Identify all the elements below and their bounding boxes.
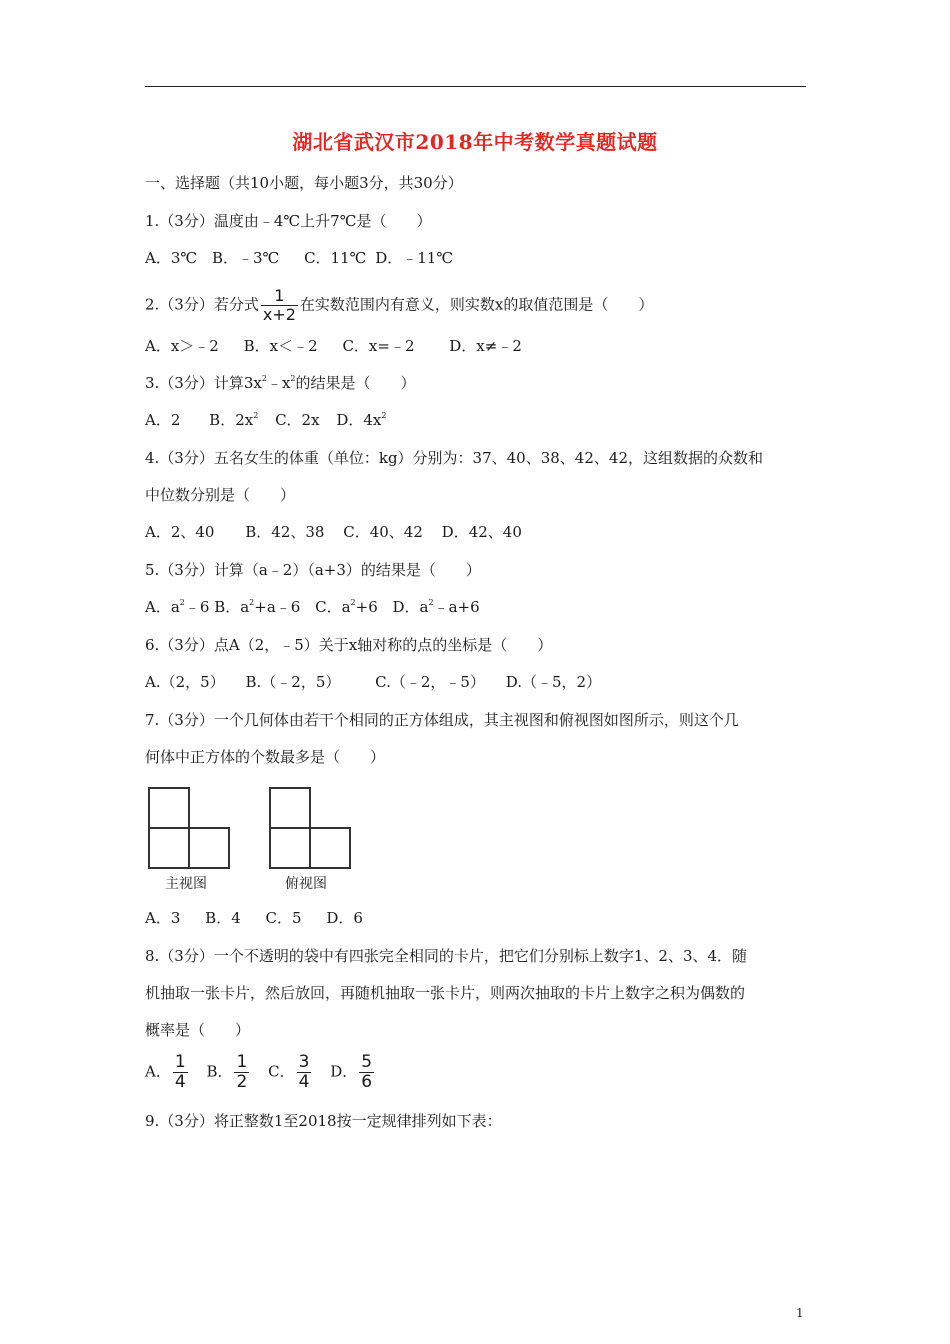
cube-square <box>149 828 189 868</box>
fraction: $\frac{1}{x+2}$ <box>262 286 296 324</box>
option-a: A．2、40 <box>145 523 215 541</box>
option-b: B．$2x^2$ <box>209 411 259 429</box>
option-c: C．40、42 <box>343 523 423 541</box>
option-c: C．$a^2+6$ <box>315 598 378 616</box>
cube-square <box>149 788 189 828</box>
option-d: D．6 <box>326 909 363 927</box>
option-a: A．2 <box>145 411 181 429</box>
option-a: A．x＞﹣2 <box>145 337 219 355</box>
option-a: A．3℃ <box>145 249 198 267</box>
cube-square <box>310 828 350 868</box>
cube-square <box>270 788 310 828</box>
section-heading: 一、选择题（共10小题，每小题3分，共30分） <box>145 174 463 192</box>
header-rule <box>145 86 806 87</box>
question-7-options <box>145 908 363 928</box>
option-b: B．x＜﹣2 <box>243 337 318 355</box>
question-7-line-1: 7.（3分）一个几何体由若干个相同的正方体组成，其主视图和俯视图如图所示，则这个几 <box>145 711 739 729</box>
option-b: B．4 <box>205 909 241 927</box>
page-title: 湖北省武汉市2018年中考数学真题试题 <box>292 130 658 154</box>
option-d: D.（﹣5，2） <box>505 673 602 691</box>
option-a: A． $\frac{1}{4}$ <box>145 1052 186 1092</box>
question-4-line-2: 中位数分别是（ ） <box>145 486 296 504</box>
question-9-stem: 9.（3分）将正整数1至2018按一定规律排列如下表： <box>145 1112 502 1130</box>
option-d: D． $\frac{5}{6}$ <box>330 1052 373 1092</box>
option-b: B．﹣3℃ <box>211 249 280 267</box>
option-c: C．x=﹣2 <box>342 337 415 355</box>
question-5-stem: 5.（3分）计算（a﹣2）（a+3）的结果是（ ） <box>145 561 481 579</box>
option-d: D．﹣11℃ <box>375 249 454 267</box>
page-number: 1 <box>796 1306 804 1320</box>
question-8-line-1: 8.（3分）一个不透明的袋中有四张完全相同的卡片，把它们分别标上数字1、2、3、4．随 <box>145 947 748 965</box>
question-3-options <box>145 410 386 430</box>
question-3-stem: 3.（3分）计算$3x^2﹣x^2$的结果是（ ） <box>145 374 416 392</box>
question-4-options <box>145 522 522 542</box>
question-2-stem: 2.（3分）若分式 $\frac{1}{x+2}$ 在实数范围内有意义，则实数x的取值范围是（ ） <box>145 286 654 324</box>
top-view-label: 俯视图 <box>285 876 327 892</box>
question-8-options <box>145 1054 376 1091</box>
question-5-options <box>145 597 480 617</box>
option-b: B．$a^2+a﹣6$ <box>214 598 301 616</box>
option-d: D．42、40 <box>441 523 522 541</box>
question-2-options <box>145 336 522 356</box>
option-c: C． $\frac{3}{4}$ <box>268 1052 310 1092</box>
option-b: B．42、38 <box>245 523 325 541</box>
question-4-line-1: 4.（3分）五名女生的体重（单位：kg）分别为：37、40、38、42、42，这组数据的众数和 <box>145 449 763 467</box>
top-view-figure <box>266 784 358 872</box>
option-c: C.（﹣2，﹣5） <box>375 673 485 691</box>
option-b: B.（﹣2，5） <box>245 673 341 691</box>
question-8-line-3: 概率是（ ） <box>145 1021 251 1039</box>
option-c: C．2x <box>275 411 320 429</box>
option-d: D．$a^2﹣a+6$ <box>392 598 480 616</box>
option-d: D．x≠﹣2 <box>449 337 522 355</box>
option-c: C．5 <box>265 909 302 927</box>
question-1-stem: 1.（3分）温度由﹣4℃上升7℃是（ ） <box>145 212 432 230</box>
front-view-label: 主视图 <box>165 876 207 892</box>
question-7-line-2: 何体中正方体的个数最多是（ ） <box>145 748 386 766</box>
cube-square <box>270 828 310 868</box>
question-8-line-2: 机抽取一张卡片，然后放回，再随机抽取一张卡片，则两次抽取的卡片上数字之积为偶数的 <box>145 984 746 1002</box>
question-6-stem: 6.（3分）点A（2，﹣5）关于x轴对称的点的坐标是（ ） <box>145 636 553 654</box>
option-b: B． $\frac{1}{2}$ <box>206 1052 248 1092</box>
option-a: A.（2，5） <box>145 673 225 691</box>
question-6-options <box>145 672 601 692</box>
option-d: D．$4x^2$ <box>336 411 387 429</box>
cube-square <box>189 828 229 868</box>
question-1-options <box>145 248 453 268</box>
front-view-figure <box>145 784 237 872</box>
option-c: C．11℃ <box>304 249 367 267</box>
option-a: A．$a^2﹣6$ <box>145 598 210 616</box>
option-a: A．3 <box>145 909 181 927</box>
